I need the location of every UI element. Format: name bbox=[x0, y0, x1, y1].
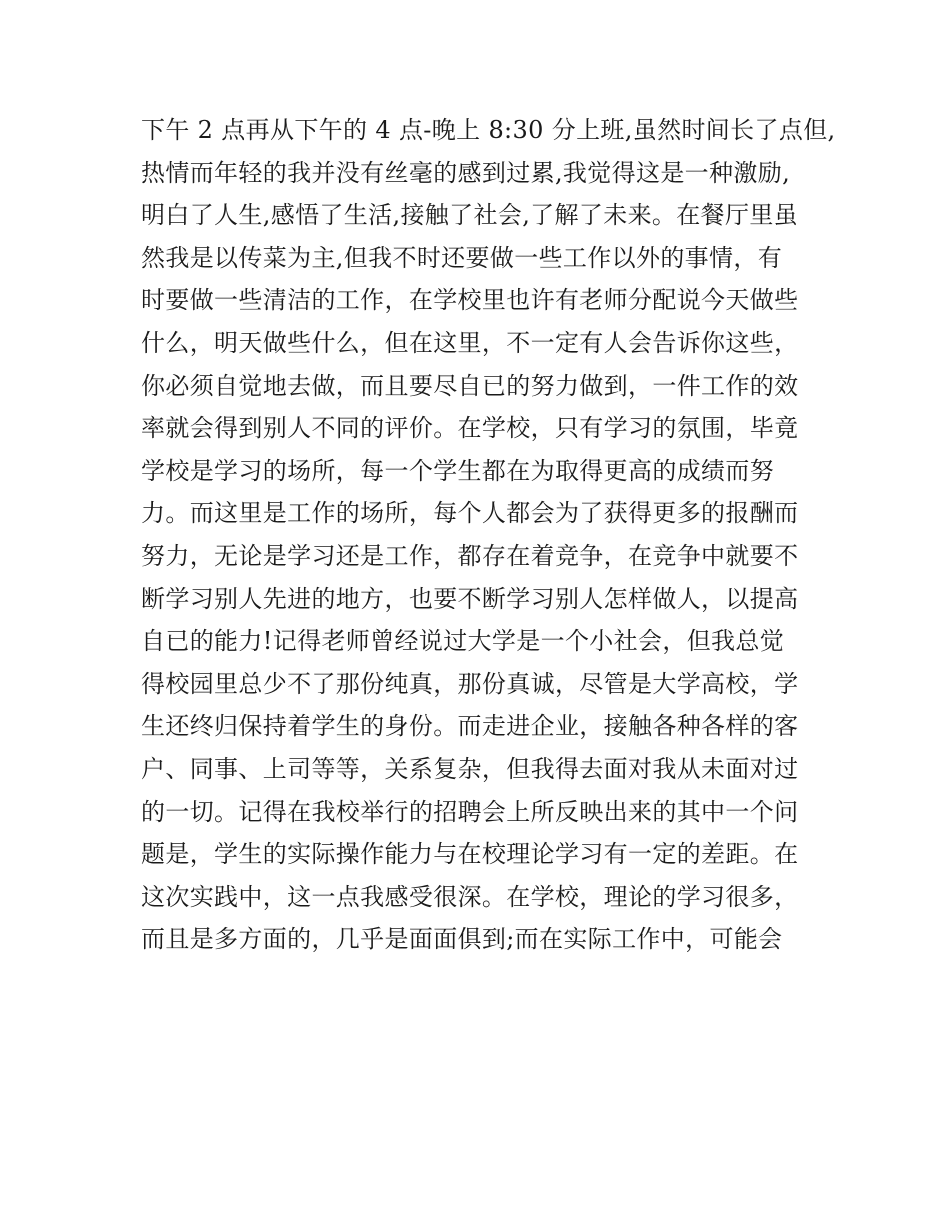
text-line: 这次实践中，这一点我感受很深。在学校，理论的学习很多， bbox=[141, 882, 799, 911]
text-line: 生还终归保持着学生的身份。而走进企业，接触各种各样的客 bbox=[141, 712, 799, 741]
text-line: 时要做一些清洁的工作，在学校里也许有老师分配说今天做些 bbox=[141, 286, 799, 315]
text-line: 力。而这里是工作的场所，每个人都会为了获得更多的报酬而 bbox=[141, 499, 799, 528]
text-line: 学校是学习的场所，每一个学生都在为取得更高的成绩而努 bbox=[141, 456, 775, 485]
text-line: 断学习别人先进的地方，也要不断学习别人怎样做人，以提高 bbox=[141, 584, 799, 613]
text-line: 明白了人生,感悟了生活,接触了社会,了解了未来。在餐厅里虽 bbox=[141, 201, 799, 230]
text-line: 你必须自觉地去做，而且要尽自已的努力做到，一件工作的效 bbox=[141, 371, 799, 400]
body-text bbox=[141, 109, 836, 961]
text-line: 什么，明天做些什么，但在这里，不一定有人会告诉你这些， bbox=[141, 328, 799, 357]
text-line: 努力，无论是学习还是工作，都存在着竞争，在竞争中就要不 bbox=[141, 541, 799, 570]
text-line: 而且是多方面的，几乎是面面俱到;而在实际工作中，可能会 bbox=[141, 925, 783, 954]
text-line: 得校园里总少不了那份纯真，那份真诚，尽管是大学高校，学 bbox=[141, 669, 799, 698]
text-line: 户、同事、上司等等，关系复杂，但我得去面对我从未面对过 bbox=[141, 754, 799, 783]
text-line: 自已的能力!记得老师曾经说过大学是一个小社会，但我总觉 bbox=[141, 627, 785, 656]
text-line: 然我是以传菜为主,但我不时还要做一些工作以外的事情，有 bbox=[141, 243, 783, 272]
text-line: 下午 2 点再从下午的 4 点-晚上 8:30 分上班,虽然时间长了点但, bbox=[141, 116, 836, 144]
text-line: 题是，学生的实际操作能力与在校理论学习有一定的差距。在 bbox=[141, 840, 799, 869]
text-line: 率就会得到别人不同的评价。在学校，只有学习的氛围，毕竟 bbox=[141, 414, 799, 443]
text-line: 热情而年轻的我并没有丝毫的感到过累,我觉得这是一种激励, bbox=[141, 158, 791, 187]
text-line: 的一切。记得在我校举行的招聘会上所反映出来的其中一个问 bbox=[141, 797, 799, 826]
